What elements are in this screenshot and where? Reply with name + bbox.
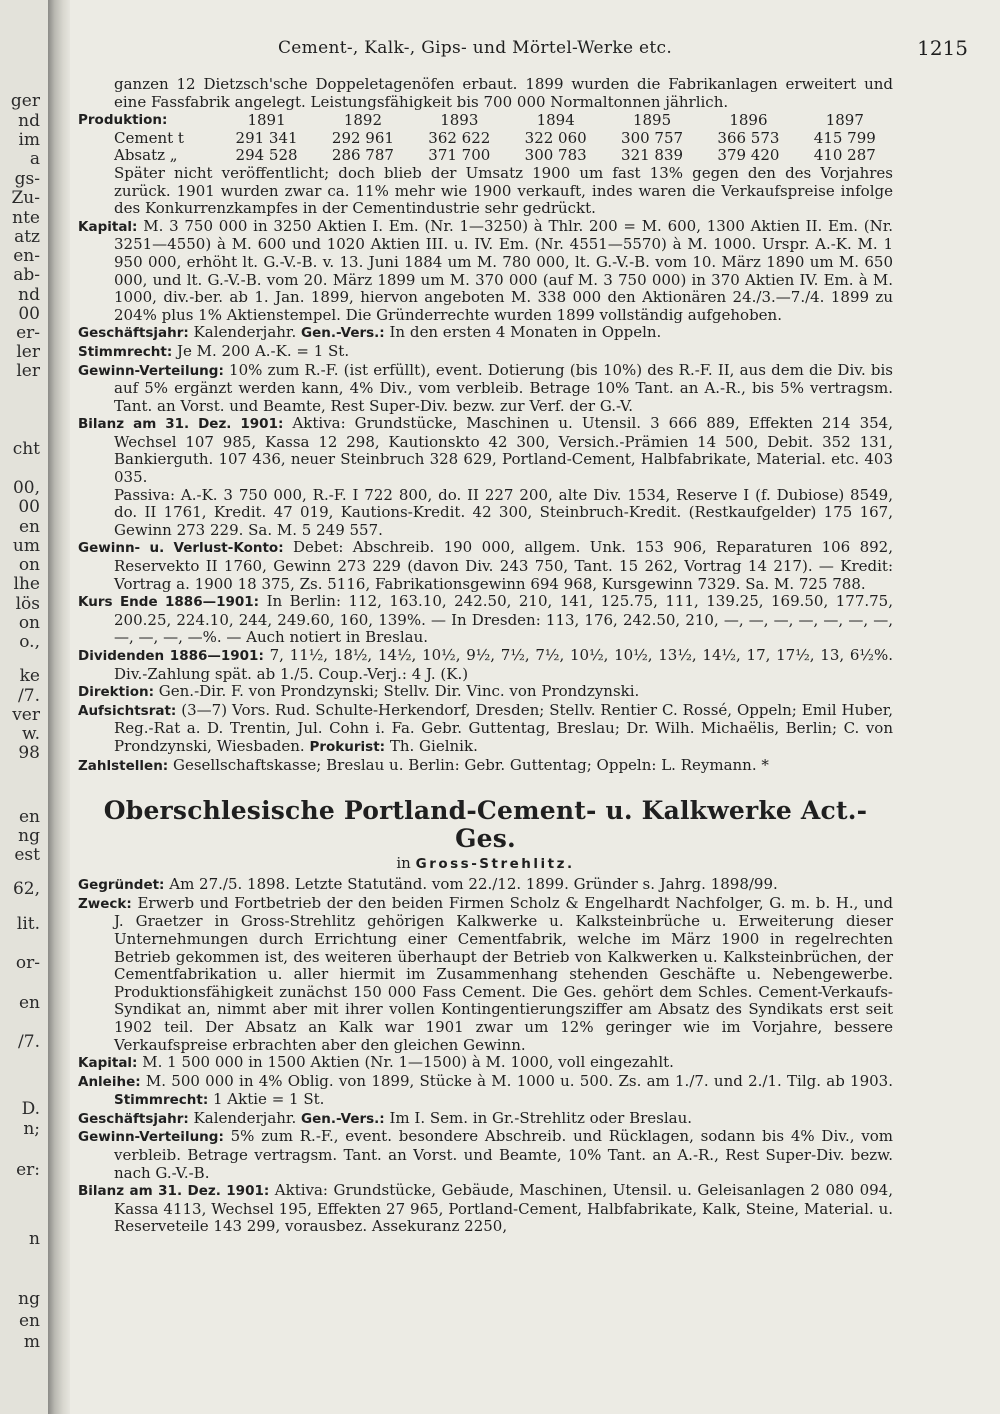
margin-fragment: ler: [16, 342, 40, 362]
value-cell: 300 783: [524, 146, 587, 165]
section-entry: [78, 539, 893, 593]
section-label: Gegründet:: [78, 877, 165, 894]
section-text: (3—7) Vors. Rud. Schulte-Herkendorf, Dresden; Stellv. Rentier C. Rossé, Oppeln; Emil Huber, Reg.-Rat a. D. Trentin, Jul. Cohn i. Fa. Gebr. Guttentag, Breslau; Dr. Wilh. Michaëlis, Berlin; C. von Prondzynski, Wiesbaden.: [114, 700, 893, 755]
margin-fragment: /7.: [18, 686, 40, 706]
value-cell: 366 573: [717, 128, 780, 147]
production-note: Später nicht veröffentlicht; doch blieb der Umsatz 1900 um fast 13% gegen den des Vorjahres zurück. 1901 wurden zwar ca. 11% mehr wie 1900 verkauft, indes waren die Verkaufspreise infolge des Konkurrenzkampfes in der Cementindustrie sehr gedrückt.: [114, 163, 893, 218]
section-label: Bilanz am 31. Dez. 1901:: [78, 1183, 270, 1200]
margin-fragment: ab-: [13, 265, 40, 285]
section-entry: [78, 876, 893, 895]
year-cell: 1891: [247, 110, 286, 129]
section-label: Produktion:: [78, 112, 168, 129]
section-text: Gen.-Dir. F. von Prondzynski; Stellv. Dir. Vinc. von Prondzynski.: [158, 682, 640, 701]
section-label: Prokurist:: [309, 738, 386, 755]
section-entry: [78, 895, 893, 1054]
section-text: Aktiva: Grundstücke, Maschinen u. Utensil. 3 666 889, Effekten 214 354, Wechsel 107 985, Kassa 12 298, Kautionskto 42 300, Versich.-Prämien 14 500, Debit. 352 131, Bankierguth. 107 436, neuer Steinbruch 328 629, Portland-Cement, Halbfabrikate, Material. etc. 403 035.: [114, 414, 893, 487]
section-label: Kapital:: [78, 1055, 138, 1072]
section-entry: [78, 343, 893, 362]
margin-fragment: ler: [16, 361, 40, 381]
section-entry: [78, 757, 893, 776]
section-entry: [78, 415, 893, 486]
margin-fragment: en: [18, 993, 40, 1013]
margin-fragment: m: [23, 1332, 40, 1352]
page-body: [78, 76, 893, 1236]
company-heading: Oberschlesische Portland-Cement- u. Kalkwerke Act.-Ges.: [103, 796, 868, 854]
section-text: Aktiva: Grundstücke, Gebäude, Maschinen, Utensil. u. Geleisanlagen 2 080 094, Kassa 4113, Wechsel 195, Effekten 27 965, Portland-Cement, Halbfabrikate, Kalk, Steine, Material. u. Reserveteile 143 299, vorausbez. Assekuranz 2250,: [114, 1181, 893, 1236]
margin-fragment: o.,: [19, 632, 40, 652]
margin-fragment: n;: [23, 1119, 40, 1139]
section-text: Kalenderjahr.: [193, 323, 297, 342]
section-text: Th. Gielnik.: [389, 736, 478, 755]
section-label: Stimmrecht:: [78, 343, 173, 360]
section-entry: [78, 218, 893, 325]
margin-fragment: nte: [12, 208, 40, 228]
section-text: M. 1 500 000 in 1500 Aktien (Nr. 1—1500) à M. 1000, voll eingezahlt.: [142, 1053, 674, 1072]
margin-fragment: ng: [18, 1289, 40, 1309]
section-entry: [78, 362, 893, 416]
section-label: Kapital:: [78, 218, 138, 235]
margin-fragment: on: [18, 555, 40, 575]
section-text: Kalenderjahr.: [193, 1108, 297, 1127]
left-page-margin: [0, 0, 48, 1414]
book-gutter: [48, 0, 70, 1414]
section-label: Bilanz am 31. Dez. 1901:: [78, 416, 284, 433]
section-label: Gewinn-Verteilung:: [78, 1129, 224, 1146]
section-label: Gen.-Vers.:: [301, 1110, 385, 1127]
section-entry: [78, 647, 893, 683]
section-label: Aufsichtsrat:: [78, 702, 177, 719]
page-header: [78, 38, 968, 64]
margin-fragment: 62,: [12, 879, 40, 899]
section-label: Gewinn- u. Verlust-Konto:: [78, 540, 284, 557]
margin-fragment: ver: [12, 705, 40, 725]
section-label: Geschäftsjahr:: [78, 325, 189, 342]
value-cell: 321 839: [621, 146, 684, 165]
section-entry: [78, 324, 893, 343]
section-text: 1 Aktie = 1 St.: [213, 1090, 325, 1109]
margin-fragment: ng: [18, 826, 40, 846]
margin-fragment: Zu-: [11, 188, 40, 208]
margin-fragment: w.: [22, 724, 40, 744]
section-entry: [78, 1073, 893, 1110]
section-entry: [78, 487, 893, 540]
margin-fragment: /7.: [18, 1032, 40, 1052]
company-location: Gross-Strehlitz.: [415, 856, 575, 873]
year-cell: 1896: [729, 110, 768, 129]
value-cell: 291 341: [235, 128, 298, 147]
margin-fragment: 00: [18, 304, 40, 324]
section-label: Kurs Ende 1886—1901:: [78, 594, 260, 611]
year-cell: 1893: [440, 110, 479, 129]
section-entry: [78, 1054, 893, 1073]
margin-fragment: 98: [18, 743, 40, 763]
section-label: Gen.-Vers.:: [301, 325, 385, 342]
section-text: Debet: Abschreib. 190 000, allgem. Unk. 153 906, Reparaturen 106 892, Reservekto II 1760, Gewinn 273 229 (davon Div. 243 750, Tant. 15 262, Vortrag 14 217). — Kredit: Vortrag a. 1900 18 375, Zs. 5116, Fabrikationsgewinn 694 968, Kursgewinn 7329. Sa. M. 725 788.: [114, 538, 893, 593]
section-text: Passiva: A.-K. 3 750 000, R.-F. I 722 800, do. II 227 200, alte Div. 1534, Reserve I (f. Dubiose) 8549, do. II 1761, Kredit. 47 019, Kautions-Kredit. 42 300, Steinbruch-Kredit. (Restkaufgelder) 175 167, Gewinn 273 229. Sa. M. 5 249 557.: [114, 485, 893, 539]
value-cell: 371 700: [428, 146, 491, 165]
intro-paragraph: ganzen 12 Dietzsch'sche Doppeletagenöfen erbaut. 1899 wurden die Fabrikanlagen erweitert und eine Fassfabrik angelegt. Leistungsfähigkeit bis 700 000 Normaltonnen jährlich.: [114, 75, 893, 111]
margin-fragment: est: [14, 845, 40, 865]
running-title: Cement-, Kalk-, Gips- und Mörtel-Werke etc.: [278, 38, 673, 58]
section-text: 10% zum R.-F. (ist erfüllt), event. Dotierung (bis 10%) des R.-F. II, aus dem die Div. bis auf 5% ergänzt werden kann, 4% Div., vom verbleib. Betrage 10% Tant. an A.-R., bis 5% vertragsm. Tant. an Vorst. und Beamte, Rest Super-Div. bezw. zur Verf. der G.-V.: [114, 360, 893, 415]
section-label: Stimmrecht:: [114, 1092, 209, 1109]
value-cell: 294 528: [235, 146, 298, 165]
margin-fragment: 00: [18, 497, 40, 517]
section-text: Am 27./5. 1898. Letzte Statutänd. vom 22./12. 1899. Gründer s. Jahrg. 1898/99.: [169, 875, 778, 894]
value-cell: 362 622: [428, 128, 491, 147]
margin-fragment: ger: [10, 91, 40, 111]
section-text: 7, 11½, 18½, 14½, 10½, 9½, 7½, 7½, 10½, 10½, 13½, 14½, 17, 17½, 13, 6½%. Div.-Zahlung spät. ab 1./5. Coup.-Verj.: 4 J. (K.): [114, 646, 893, 683]
section-text: In den ersten 4 Monaten in Oppeln.: [389, 323, 662, 342]
value-cell: 410 287: [813, 146, 876, 165]
margin-fragment: nd: [18, 111, 40, 131]
company-location-line: [78, 853, 893, 874]
section-label: Geschäftsjahr:: [78, 1110, 189, 1127]
section-entry: [78, 702, 893, 757]
margin-fragment: lhe: [13, 574, 40, 594]
section-entry: [78, 1182, 893, 1236]
page-number: 1215: [917, 36, 968, 60]
row-label: Absatz „: [114, 146, 178, 165]
margin-fragment: n: [29, 1229, 40, 1249]
margin-fragment: on: [18, 613, 40, 633]
margin-fragment: gs-: [14, 169, 40, 189]
location-prefix: in: [396, 854, 411, 873]
section-entry: [78, 1110, 893, 1129]
section-text: In Berlin: 112, 163.10, 242.50, 210, 141, 125.75, 111, 139.25, 169.50, 177.75, 200.25, 224.10, 244, 249.60, 160, 139%. — In Dresden: 113, 176, 242.50, 210, —, —, —, —, —, —, —, —, —, —, —%. — Auch notiert in Breslau.: [114, 592, 893, 647]
section-label: Anleihe:: [78, 1073, 141, 1090]
section-text: Erwerb und Fortbetrieb der den beiden Firmen Scholz & Engelhardt Nachfolger, G. m. b. H., und J. Graetzer in Gross-Strehlitz gehörigen Kalkwerke u. Kalksteinbrüche u. Erweiterung dieser Unternehmungen durch Errichtung einer Cementfabrik, welche im März 1900 in regelrechten Betrieb gekommen ist, des weiteren überhaupt der Betrieb von Kalkwerken u. Kalksteinbrüchen, der Cementfabrikation u. aller hiermit im Zusammenhang stehenden Geschäfte u. Nebengewerbe. Produktionsfähigkeit zunächst 150 000 Fass Cement. Die Ges. gehört dem Schles. Cement-Verkaufs-Syndikat an, nimmt aber mit ihrer vollen Kontingentierungsziffer am Absatz des Syndikats erst seit 1902 teil. Der Absatz an Kalk war 1901 zwar um 12% geringer wie im Vorjahre, bessere Verkaufspreise erbrachten aber den gleichen Gewinn.: [114, 893, 893, 1054]
section-text: Gesellschaftskasse; Breslau u. Berlin: Gebr. Guttentag; Oppeln: L. Reymann. *: [172, 755, 769, 774]
section-text: M. 3 750 000 in 3250 Aktien I. Em. (Nr. 1—3250) à Thlr. 200 = M. 600, 1300 Aktien II. Em. (Nr. 3251—4550) à M. 600 und 1020 Aktien III. u. IV. Em. (Nr. 4551—5570) à M. 1000. Urspr. A.-K. M. 1 950 000, erhöht lt. G.-V.-B. v. 13. Juni 1884 um M. 780 000, lt. G.-V.-B. vom 10. März 1890 um M. 650 000, und lt. G.-V.-B. vom 20. März 1899 um M. 370 000 (auf M. 3 750 000) in 370 Aktien IV. Em. à M. 1000, div.-ber. ab 1. Jan. 1899, hiervon angeboten M. 338 000 den Aktionären 24./3.—7./4. 1899 zu 204% plus 1% Aktienstempel. Die Gründerrechte wurden 1899 vollständig aufgehoben.: [114, 216, 894, 324]
production-table: [78, 111, 893, 165]
section-label: Direktion:: [78, 684, 154, 701]
section-label: Gewinn-Verteilung:: [78, 362, 224, 379]
year-cell: 1897: [825, 110, 864, 129]
margin-fragment: er-: [16, 323, 40, 343]
margin-fragment: nd: [18, 285, 40, 305]
value-cell: 415 799: [813, 128, 876, 147]
year-cell: 1894: [536, 110, 575, 129]
margin-fragment: en-: [13, 246, 40, 266]
value-cell: 379 420: [717, 146, 780, 165]
section-text: Im I. Sem. in Gr.-Strehlitz oder Breslau.: [389, 1108, 693, 1127]
margin-fragment: or-: [15, 953, 40, 973]
section-label: Zahlstellen:: [78, 757, 169, 774]
margin-fragment: um: [12, 536, 40, 556]
production-header-row: [78, 111, 893, 130]
margin-fragment: en: [18, 1311, 40, 1331]
company1-sections: [78, 218, 893, 775]
margin-fragment: D.: [21, 1099, 40, 1119]
section-text: M. 500 000 in 4% Oblig. von 1899, Stücke à M. 1000 u. 500. Zs. am 1./7. und 2./1. Tilg. ab 1903.: [145, 1071, 893, 1090]
value-cell: 286 787: [331, 146, 394, 165]
margin-fragment: en: [18, 807, 40, 827]
section-entry: [78, 593, 893, 647]
margin-fragment: en: [18, 517, 40, 537]
year-cell: 1895: [632, 110, 672, 129]
margin-fragment: er:: [16, 1160, 40, 1180]
margin-fragment: cht: [12, 439, 40, 459]
production-block: [78, 111, 893, 165]
margin-fragment: atz: [14, 227, 40, 247]
section-label: Dividenden 1886—1901:: [78, 648, 264, 664]
margin-fragment: a: [29, 149, 40, 169]
table-row: [78, 130, 893, 148]
document-page: [78, 0, 983, 1414]
section-text: 5% zum R.-F., event. besondere Abschreib. und Rücklagen, sodann bis 4% Div., vom verbleib. Betrage vertragsm. Tant. an Vorst. und Beamte, 10% Tant. an A.-R., Rest Super-Div. bezw. nach G.-V.-B.: [114, 1127, 893, 1182]
value-cell: 322 060: [524, 128, 587, 147]
value-cell: 292 961: [331, 128, 394, 147]
margin-fragment: ke: [19, 666, 40, 686]
margin-fragment: 00,: [12, 478, 40, 498]
company2-sections: [78, 876, 893, 1236]
value-cell: 300 757: [621, 128, 684, 147]
section-entry: [78, 1128, 893, 1182]
row-label: Cement t: [114, 128, 184, 147]
margin-fragment: lös: [15, 594, 40, 614]
section-entry: [78, 683, 893, 702]
margin-fragment: im: [18, 130, 40, 150]
section-label: Zweck:: [78, 895, 132, 912]
margin-fragment: lit.: [16, 914, 40, 934]
section-text: Je M. 200 A.-K. = 1 St.: [177, 341, 350, 360]
table-row: [78, 147, 893, 165]
year-cell: 1892: [343, 110, 383, 129]
